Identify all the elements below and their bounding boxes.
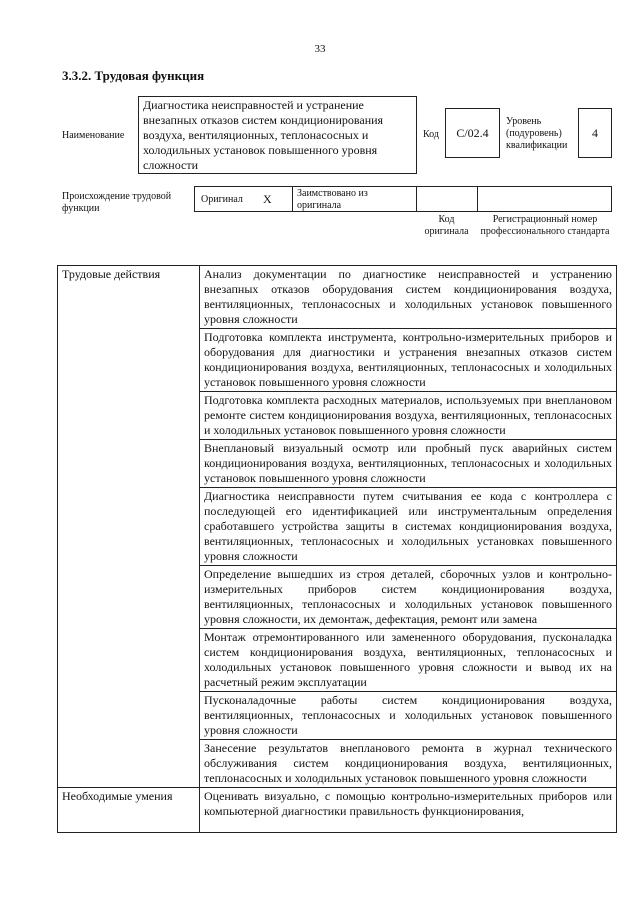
- borrowed-label: Заимствовано из оригинала: [297, 188, 368, 211]
- function-name-box: [138, 96, 417, 174]
- origin-label: Происхождение трудовой функции: [62, 191, 172, 214]
- level-box: [578, 108, 612, 158]
- original-cell: [195, 187, 293, 211]
- labor-action-item: Подготовка комплекта инструмента, контрольно-измерительных приборов и оборудования для диагностики и устранения внезапных отказов систем кондиционирования воздуха, вентиляционных, теплонасосных и холодильных установок повышенного уровня сложности: [200, 329, 617, 392]
- labor-action-item: Внеплановый визуальный осмотр или пробный пуск аварийных систем кондиционирования воздуха, вентиляционных, теплонасосных и холодильных установок повышенного уровня сложности: [200, 440, 617, 488]
- function-name-value: Диагностика неисправностей и устранение внезапных отказов систем кондиционирования воздуха, вентиляционных, теплонасосных и холодильных установок повышенного уровня сложности: [143, 98, 384, 172]
- reg-number-cell: [478, 187, 611, 211]
- labor-action-item: Подготовка комплекта расходных материалов, используемых при внеплановом ремонте систем кондиционирования воздуха, вентиляционных, теплонасосных и холодильных установок повышенного уровня сложности: [200, 392, 617, 440]
- labor-action-item: Анализ документации по диагностике неисправностей и устранению внезапных отказов оборудования систем кондиционирования воздуха, вентиляционных, теплонасосных и холодильных установок повышенного уровня сложности: [200, 266, 617, 329]
- table-row: [58, 788, 617, 833]
- labor-action-item: Монтаж отремонтированного или замененного оборудования, пусконаладка систем кондиционирования воздуха, вентиляционных, теплонасосных и холодильных установок повышенного уровня сложности и вывод их на расчетный режим эксплуатации: [200, 629, 617, 692]
- labor-action-item: Занесение результатов внепланового ремонта в журнал технического обслуживания систем кондиционирования воздуха, вентиляционных, теплонасосных и холодильных установок повышенного уровня сложности: [200, 740, 617, 788]
- original-mark: X: [263, 192, 272, 206]
- labor-action-item: Определение вышедших из строя деталей, сборочных узлов и контрольно-измерительных приборов систем кондиционирования воздуха, вентиляционных, теплонасосных и холодильных установок повышенного уровня сложности, их демонтаж, дефектация, ремонт или замена: [200, 566, 617, 629]
- labor-action-item: Диагностика неисправности путем считывания ее кода с контроллера с последующей его идентификацией или инструментальным определения сработавшего устройства защиты в системах кондиционирования воздуха, вентиляционных, теплонасосных и холодильных установках повышенного уровня сложности: [200, 488, 617, 566]
- borrowed-cell: [293, 187, 417, 211]
- section-title: 3.3.2. Трудовая функция: [62, 68, 205, 83]
- skill-item: Оценивать визуально, с помощью контрольно-измерительных приборов или компьютерной диагностики правильность функционирования,: [200, 788, 617, 833]
- skills-label: Необходимые умения: [58, 788, 200, 833]
- origin-row: [194, 186, 612, 212]
- labor-actions-label: Трудовые действия: [58, 266, 200, 788]
- code-original-label: Код оригинала: [424, 214, 469, 237]
- name-label: Наименование: [62, 130, 125, 141]
- code-value: C/02.4: [456, 125, 489, 140]
- original-label: Оригинал: [201, 194, 243, 205]
- code-box: [445, 108, 500, 158]
- labor-function-table: [57, 265, 617, 833]
- code-label: Код: [423, 129, 439, 140]
- level-value: 4: [592, 125, 598, 140]
- code-original-cell: [417, 187, 478, 211]
- labor-action-item: Пусконаладочные работы систем кондиционирования воздуха, вентиляционных, теплонасосных и холодильных установок повышенного уровня сложности: [200, 692, 617, 740]
- table-row: [58, 266, 617, 329]
- level-label: Уровень (подуровень) квалификации: [506, 116, 568, 151]
- page-number: 33: [314, 43, 326, 55]
- reg-number-label: Регистрационный номер профессионального стандарта: [480, 214, 610, 237]
